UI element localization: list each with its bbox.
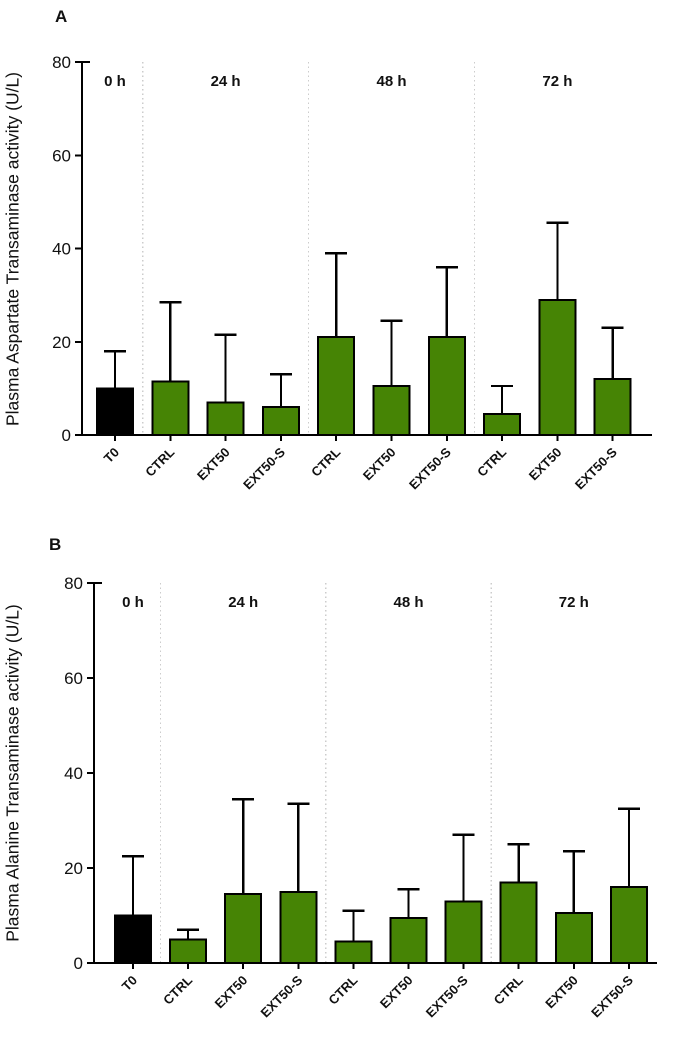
x-label-EXT50-S-24h: EXT50-S <box>257 972 306 1021</box>
time-label-0h: 0 h <box>104 73 126 90</box>
x-label-EXT50-24h: EXT50 <box>194 444 233 484</box>
y-tick-label-60: 60 <box>64 669 83 688</box>
y-tick-label-0: 0 <box>61 426 71 445</box>
x-label-EXT50-S-24h: EXT50-S <box>240 444 289 493</box>
bar-EXT50-S-24h <box>263 407 299 435</box>
bar-CTRL-24h <box>152 381 188 435</box>
x-label-CTRL-72h: CTRL <box>490 972 526 1008</box>
bar-CTRL-48h <box>318 337 354 435</box>
x-label-T0-0h: T0 <box>118 972 141 994</box>
chart-a <box>0 0 677 522</box>
x-label-EXT50-72h: EXT50 <box>525 444 565 484</box>
x-label-EXT50-S-48h: EXT50-S <box>422 972 471 1021</box>
bar-EXT50-S-72h <box>611 887 647 963</box>
bar-T0-0h <box>97 388 133 435</box>
bar-EXT50-24h <box>208 402 244 435</box>
chart-b-y-axis-title: Plasma Alanine Transaminase activity (U/L) <box>2 604 23 942</box>
time-label-72h: 72 h <box>558 594 589 611</box>
bar-EXT50-S-72h <box>595 379 631 435</box>
x-label-CTRL-24h: CTRL <box>142 444 178 480</box>
x-label-EXT50-48h: EXT50 <box>376 972 416 1012</box>
x-label-EXT50-72h: EXT50 <box>542 972 581 1012</box>
bar-T0-0h <box>115 916 151 964</box>
bar-EXT50-48h <box>391 918 427 963</box>
chart-b <box>0 523 677 1045</box>
bar-CTRL-72h <box>484 414 520 435</box>
x-label-EXT50-S-48h: EXT50-S <box>406 444 454 493</box>
bar-EXT50-48h <box>374 386 410 435</box>
y-tick-label-0: 0 <box>73 954 83 973</box>
panel-b-label: B <box>49 535 62 554</box>
y-tick-label-40: 40 <box>52 239 71 259</box>
x-label-CTRL-24h: CTRL <box>160 972 196 1008</box>
bar-EXT50-72h <box>539 300 575 435</box>
time-label-24h: 24 h <box>228 594 259 611</box>
bar-EXT50-72h <box>556 913 592 963</box>
y-tick-label-40: 40 <box>64 764 83 783</box>
time-label-72h: 72 h <box>542 73 573 90</box>
bar-EXT50-S-48h <box>446 901 482 963</box>
bar-CTRL-48h <box>335 942 371 963</box>
x-label-T0-0h: T0 <box>100 444 123 466</box>
bar-CTRL-72h <box>501 882 537 963</box>
y-tick-label-60: 60 <box>52 146 71 166</box>
bar-EXT50-S-48h <box>429 337 465 435</box>
bar-EXT50-24h <box>225 894 261 963</box>
chart-a-y-axis-title: Plasma Aspartate Transaminase activity (U/L) <box>2 71 23 427</box>
y-tick-label-20: 20 <box>64 859 83 878</box>
time-label-24h: 24 h <box>210 73 241 90</box>
bar-EXT50-S-24h <box>280 892 316 963</box>
x-label-CTRL-48h: CTRL <box>308 444 344 480</box>
y-tick-label-20: 20 <box>52 332 71 352</box>
y-tick-label-80: 80 <box>52 53 71 72</box>
panel-a-label: A <box>55 7 68 26</box>
bar-CTRL-24h <box>170 939 206 963</box>
x-label-EXT50-S-72h: EXT50-S <box>571 444 620 493</box>
y-tick-label-80: 80 <box>64 574 83 593</box>
x-label-EXT50-48h: EXT50 <box>359 444 399 484</box>
x-label-EXT50-24h: EXT50 <box>211 972 251 1012</box>
x-label-CTRL-72h: CTRL <box>474 444 510 480</box>
time-label-48h: 48 h <box>376 73 407 90</box>
x-label-CTRL-48h: CTRL <box>325 972 361 1008</box>
time-label-0h: 0 h <box>122 594 144 611</box>
x-label-EXT50-S-72h: EXT50-S <box>588 972 637 1021</box>
time-label-48h: 48 h <box>393 594 424 611</box>
